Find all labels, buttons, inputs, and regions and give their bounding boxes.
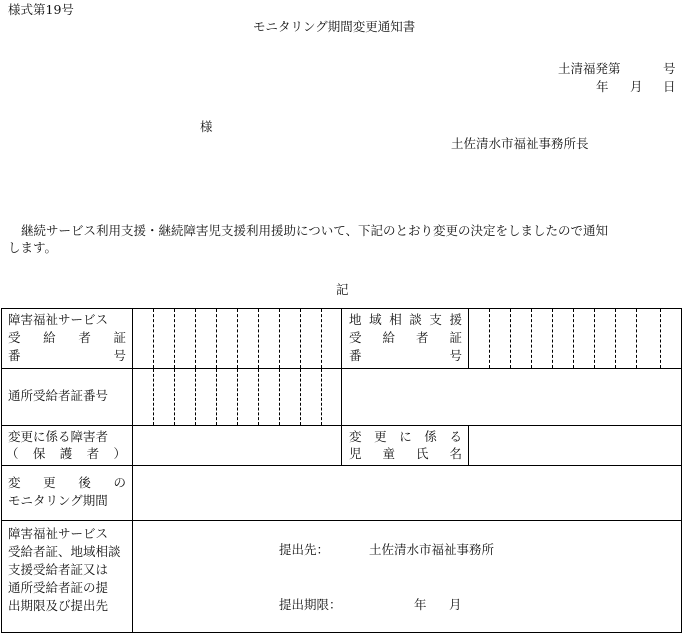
deadline-label-line-5: 出期限及び提出先: [8, 598, 109, 613]
child-name-label-line-1: 変 更 に 係 る: [349, 429, 462, 444]
sender-name: 土佐清水市福祉事務所長: [451, 136, 589, 151]
submit-to-value: 土佐清水市福祉事務所: [369, 542, 495, 557]
deadline-label-line-1: 障害福祉サービス: [8, 526, 109, 541]
document-number-suffix: 号: [663, 61, 676, 76]
date-year: 年: [596, 79, 609, 94]
deadline-period-label: 提出期限：: [279, 597, 342, 612]
deadline-label-line-4: 通所受給者証の提: [8, 580, 109, 595]
consultation-certificate-label-line-2: 受 給 者 証: [349, 330, 462, 345]
person-label-line-2: （ 保 護 者 ）: [6, 446, 126, 461]
period-label-line-2: モニタリング期間: [8, 493, 108, 508]
deadline-month: 月: [449, 597, 462, 612]
ki-heading: 記: [336, 282, 349, 297]
form-number: 様式第19号: [8, 2, 74, 17]
service-certificate-label-line-1: 障害福祉サービス: [8, 312, 109, 327]
consultation-certificate-label-line-1: 地 域 相 談 支 援: [349, 312, 462, 327]
period-label-line-1: 変 更 後 の: [8, 475, 126, 490]
addressee-honorific: 様: [200, 119, 213, 134]
day-service-certificate-label: 通所受給者証番号: [8, 388, 109, 403]
body-text-line-1: 継続サービス利用支援・継続障害児支援利用援助について、下記のとおり変更の決定をしましたので通知: [21, 223, 609, 238]
deadline-year: 年: [414, 597, 427, 612]
child-name-label-line-2: 児 童 氏 名: [349, 446, 462, 461]
body-text-line-2: します。: [8, 240, 58, 255]
submit-to-label: 提出先：: [279, 542, 330, 557]
person-label-line-1: 変更に係る障害者: [8, 429, 109, 444]
deadline-label-line-3: 支援受給者証又は: [8, 562, 109, 577]
date-month: 月: [630, 79, 643, 94]
consultation-certificate-label-line-3: 番 号: [349, 348, 462, 363]
document-title: モニタリング期間変更通知書: [253, 19, 416, 34]
service-certificate-label-line-3: 番 号: [8, 348, 126, 363]
document-number-prefix: 土清福発第: [558, 61, 621, 76]
service-certificate-label-line-2: 受 給 者 証: [8, 330, 126, 345]
date-day: 日: [663, 79, 676, 94]
deadline-label-line-2: 受給者証、地域相談: [8, 544, 121, 559]
